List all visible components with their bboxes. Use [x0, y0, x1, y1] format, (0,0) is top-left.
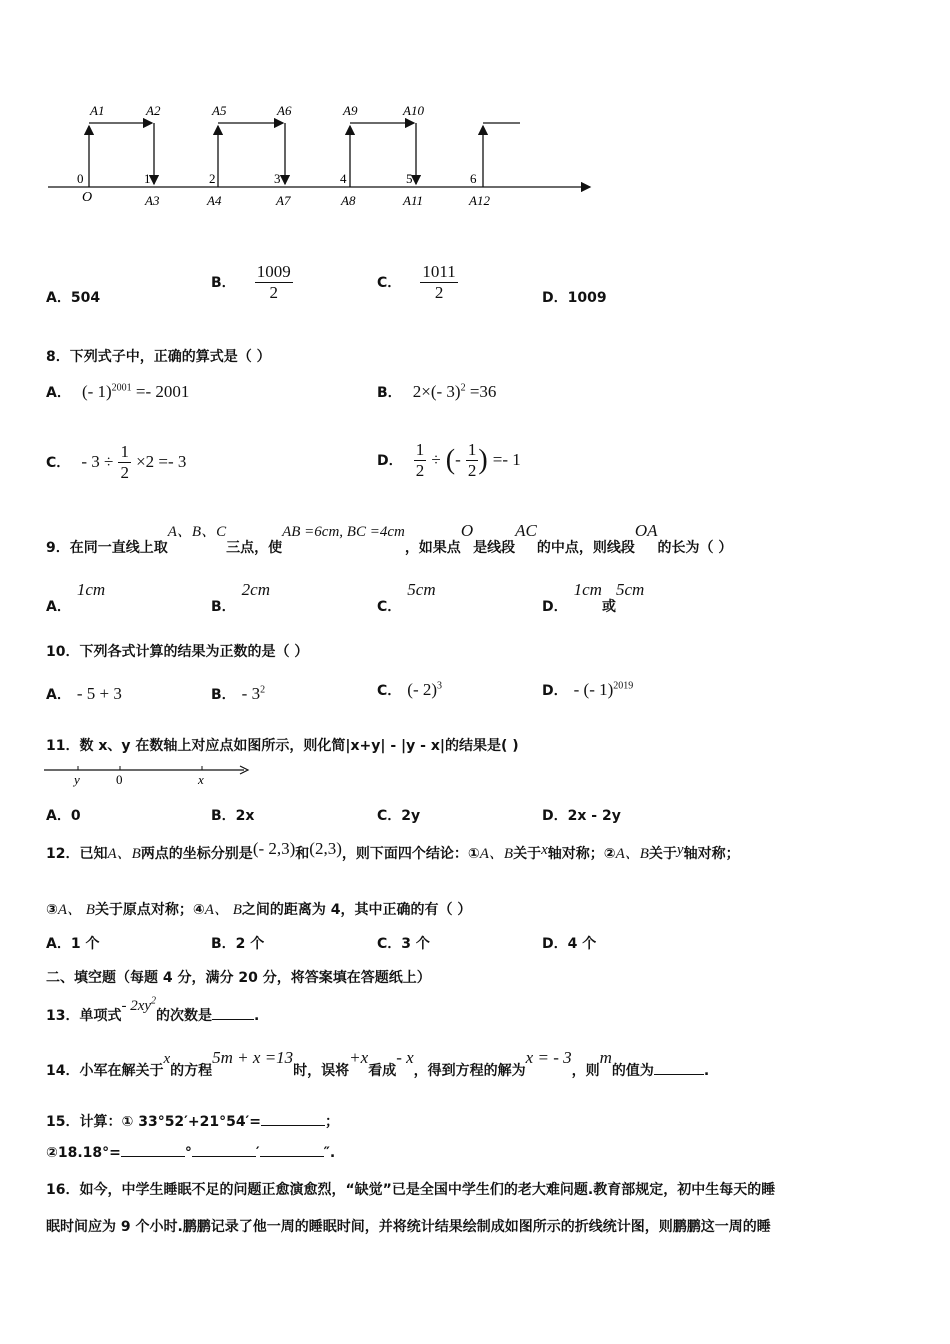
q9-option-c: C．5cm: [377, 580, 436, 615]
label-a11: A11: [403, 193, 423, 208]
q11-option-c: C．2y: [377, 808, 421, 824]
label-a5: A5: [212, 103, 227, 118]
q11-option-a: A．0: [46, 808, 81, 824]
label-a6: A6: [277, 103, 292, 118]
axis-label-x: x: [198, 772, 204, 787]
q12-option-b: B．2 个: [211, 936, 265, 952]
tick-3: 3: [274, 171, 281, 186]
q16-line2: 眠时间应为 9 个小时.鹏鹏记录了他一周的睡眠时间，并将统计结果绘制成如图所示的折线统计图，则鹏鹏这一周的睡: [46, 1219, 771, 1235]
q10-option-c: C． (- 2)$^3$: [377, 680, 443, 699]
q16-line1: 16．如今，中学生睡眠不足的问题正愈演愈烈，“缺觉”已是全国中学生们的老大难问题.教育部规定，初中生每天的睡: [46, 1182, 776, 1198]
q13: 13．单项式- $2xy^2$的次数是 .: [46, 995, 260, 1024]
q11-option-d: D．2x - 2y: [542, 808, 621, 824]
q11-option-b: B．2x: [211, 808, 255, 824]
q10-option-d: D． - (- 1)$^{2019}$: [542, 680, 634, 699]
tick-0: 0: [77, 171, 84, 186]
axis-label-y: y: [74, 772, 80, 787]
q11-number-line: [44, 760, 254, 788]
q10-option-b: B． - $3^2$: [211, 684, 266, 703]
q9-stem: 9．在同一直线上取A、B、C三点，使AB =6cm, BC =4cm，如果点O是线段AC的中点，则线段OA的长为（ ）: [46, 521, 733, 556]
q15-line2: ②18.18°= ° ′ ″.: [46, 1145, 336, 1161]
q9-option-d: D．1cm或5cm: [542, 580, 645, 615]
label-a2: A2: [146, 103, 161, 118]
q8-option-d: D． $\frac{1}{2}$ ÷ (- $\frac{1}{2}$ ) =- 1: [377, 440, 521, 480]
q8-stem: 8．下列式子中，正确的算式是（ ）: [46, 349, 271, 365]
tick-1: 1: [144, 171, 151, 186]
q8-option-b: B． 2×(- 3)$^2$ =36: [377, 382, 497, 401]
label-a12: A12: [469, 193, 490, 208]
label-a9: A9: [343, 103, 358, 118]
label-a10: A10: [403, 103, 424, 118]
tick-2: 2: [209, 171, 216, 186]
zigzag-figure: [40, 95, 600, 215]
q7-option-d: D．1009: [542, 290, 607, 306]
tick-5: 5: [406, 171, 413, 186]
q12-stem-line1: 12．已知A、B两点的坐标分别是(- 2,3)和(2,3)，则下面四个结论：①A、B关于x轴对称；②A、B关于y轴对称；: [46, 839, 740, 862]
label-a3: A3: [145, 193, 160, 208]
q15-line1: 15．计算：① 33°52′+21°54′= ；: [46, 1114, 339, 1130]
tick-6: 6: [470, 171, 477, 186]
origin-label: O: [82, 190, 93, 205]
section-2-heading: 二、填空题（每题 4 分，满分 20 分，将答案填在答题纸上）: [46, 970, 431, 986]
q12-option-d: D．4 个: [542, 936, 597, 952]
q10-stem: 10．下列各式计算的结果为正数的是（ ）: [46, 644, 309, 660]
label-a7: A7: [276, 193, 291, 208]
q9-option-b: B．2cm: [211, 580, 270, 615]
q12-option-a: A．1 个: [46, 936, 100, 952]
q7-option-c: C． $\frac{1011}{2}$: [377, 262, 456, 302]
q14: 14．小军在解关于x的方程5m + x =13时，误将+x看成- x，得到方程的解为x = - 3，则m的值为 .: [46, 1048, 710, 1079]
q8-option-a: A． (- 1)$^{2001}$ =- 2001: [46, 382, 190, 401]
q9-option-a: A．1cm: [46, 580, 106, 615]
q12-stem-line2: ③A、 B关于原点对称；④A、 B之间的距离为 4，其中正确的有（ ）: [46, 902, 472, 918]
q11-stem: 11．数 x、y 在数轴上对应点如图所示，则化简|x+y| - |y - x|的结果是( ): [46, 738, 519, 754]
label-a4: A4: [207, 193, 222, 208]
q8-option-c: C． - 3 ÷ $\frac{1}{2}$ ×2 =- 3: [46, 442, 187, 482]
q7-option-a: A．504: [46, 290, 101, 306]
label-a8: A8: [341, 193, 356, 208]
axis-label-0: 0: [116, 772, 123, 787]
tick-4: 4: [340, 171, 347, 186]
q7-option-b: B． $\frac{1009}{2}$: [211, 262, 291, 302]
q12-option-c: C．3 个: [377, 936, 430, 952]
label-a1: A1: [90, 103, 105, 118]
q10-option-a: A． - 5 + 3: [46, 684, 122, 703]
